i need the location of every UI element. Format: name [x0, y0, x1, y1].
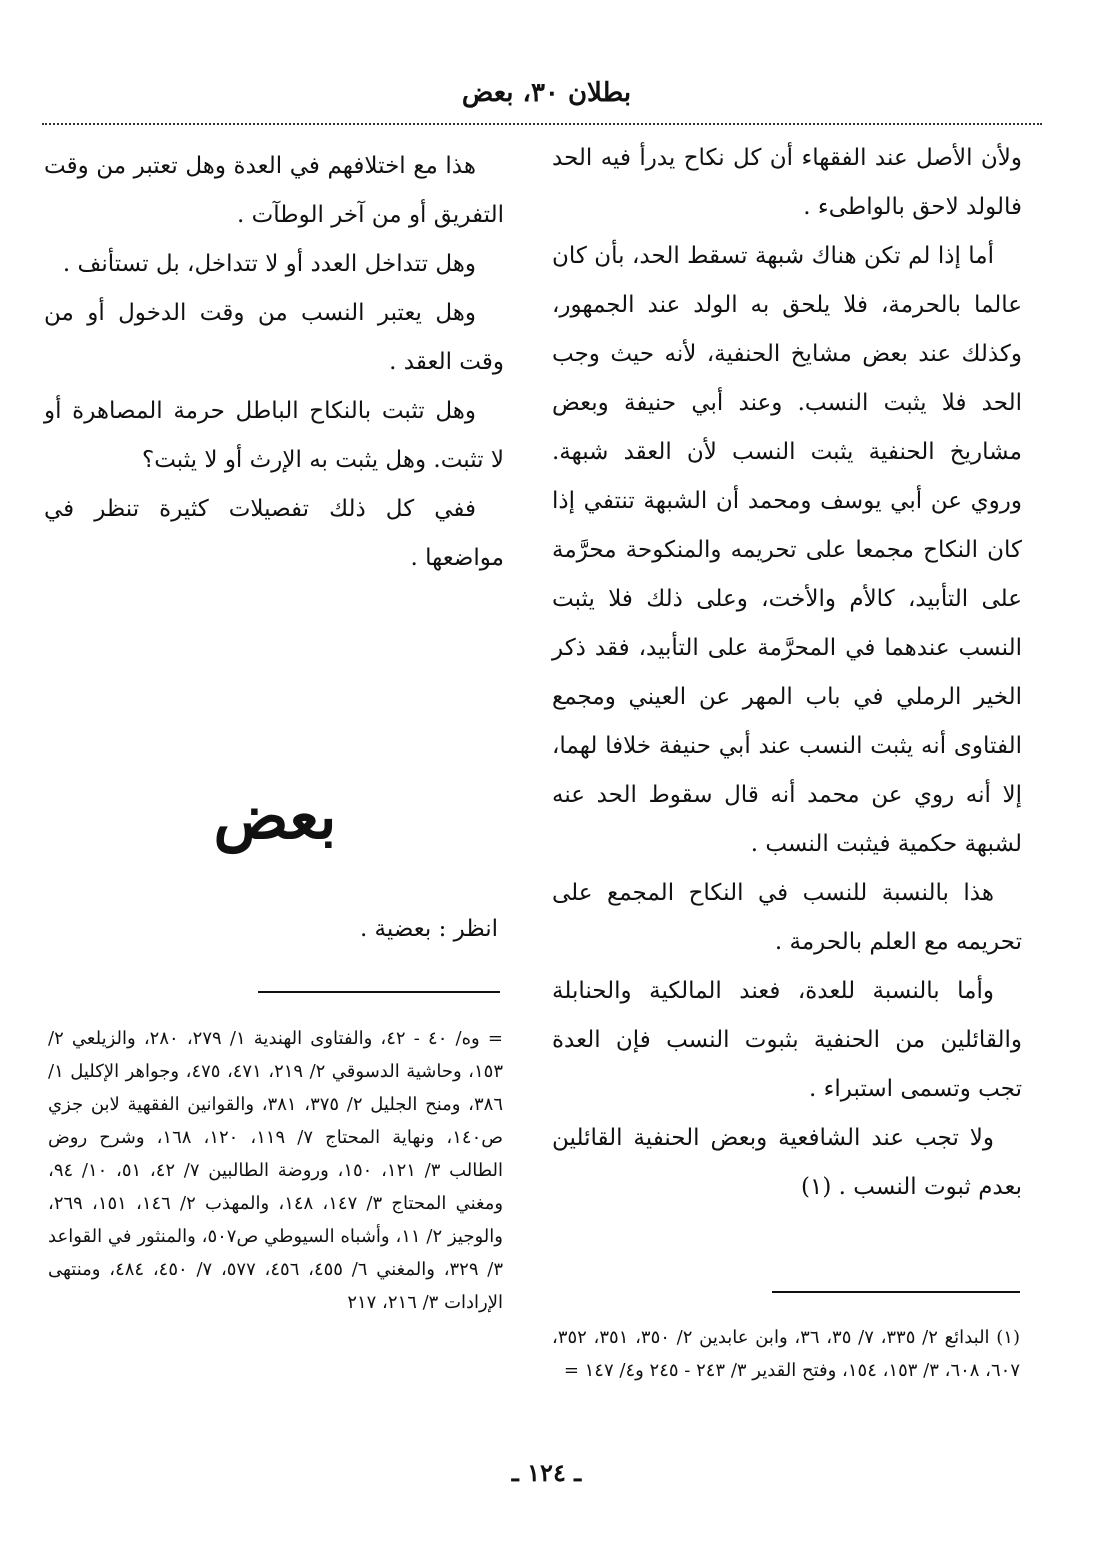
paragraph: أما إذا لم تكن هناك شبهة تسقط الحد، بأن كان عالما بالحرمة، فلا يلحق به الولد عند الجمهور، وكذلك عند بعض مشايخ الحنفية، لأنه حيث وجب الحد فلا يثبت النسب. وعند أبي حنيفة وبعض مشاريخ الحنفية يثبت النسب لأن العقد شبهة. وروي عن أبي يوسف ومحمد أن الشبهة تنتفي إذا كان النكاح مجمعا على تحريمه والمنكوحة محرَّمة على التأبيد، كالأم والأخت، وعلى ذلك فلا يثبت النسب عندهما في المحرَّمة على التأبيد، فقد ذكر الخير الرملي في باب المهر عن العيني ومجمع الفتاوى أنه يثبت النسب عند أبي حنيفة خلافا لهما، إلا أنه روي عن محمد أنه قال سقوط الحد عنه لشبهة حكمية فيثبت النسب .: [552, 243, 1022, 857]
footnote-continuation: = وه/ ٤٠ - ٤٢، والفتاوى الهندية ١/ ٢٧٩، ٢٨٠، والزيلعي ٢/ ١٥٣، وحاشية الدسوقي ٢/ ٢١٩، ٤٧١، ٤٧٥، وجواهر الإكليل ١/ ٣٨٦، ومنح الجليل ٢/ ٣٧٥، ٣٨١، والقوانين الفقهية لابن جزي ص١٤٠، ونهاية المحتاج ٧/ ١١٩، ١٢٠، ١٦٨، وشرح روض الطالب ٣/ ١٢١، ١٥٠، وروضة الطالبين ٧/ ٤٢، ٥١، ١٠/ ٩٤، ومغني المحتاج ٣/ ١٤٧، ١٤٨، والمهذب ٢/ ١٤٦، ١٥١، ٢٦٩، والوجيز ٢/ ١١، وأشباه السيوطي ص٥٠٧، والمنثور في القواعد ٣/ ٣٢٩، والمغني ٦/ ٤٥٥، ٤٥٦، ٥٧٧، ٧/ ٤٥٠، ٤٨٤، ومنتهى الإرادات ٣/ ٢١٦، ٢١٧: [48, 1028, 504, 1313]
footnote-separator: [258, 991, 500, 993]
paragraph: هذا بالنسبة للنسب في النكاح المجمع على تحريمه مع العلم بالحرمة .: [552, 880, 1022, 955]
entry-title: بعض: [213, 780, 337, 853]
right-column: [552, 134, 1022, 1212]
paragraph: ولأن الأصل عند الفقهاء أن كل نكاح يدرأ فيه الحد فالولد لاحق بالواطىء .: [552, 145, 1022, 220]
paragraph: هذا مع اختلافهم في العدة وهل تعتبر من وقت التفريق أو من آخر الوطآت .: [44, 153, 504, 228]
see-also-reference: انظر : بعضية .: [359, 916, 498, 942]
paragraph: وهل تتداخل العدد أو لا تتداخل، بل تستأنف .: [62, 251, 476, 277]
paragraph: ولا تجب عند الشافعية وبعض الحنفية القائلين بعدم ثبوت النسب . (١): [552, 1125, 1022, 1200]
paragraph: وأما بالنسبة للعدة، فعند المالكية والحنابلة والقائلين من الحنفية بثبوت النسب فإن العدة تجب وتسمى استبراء .: [552, 978, 1022, 1102]
paragraph: وهل يعتبر النسب من وقت الدخول أو من وقت العقد .: [44, 300, 504, 375]
paragraph: ففي كل ذلك تفصيلات كثيرة تنظر في مواضعها .: [44, 496, 504, 571]
footnote-separator: [772, 1291, 1020, 1293]
footnote-1: (١) البدائع ٢/ ٣٣٥، ٧/ ٣٥، ٣٦، وابن عابدين ٢/ ٣٥٠، ٣٥١، ٣٥٢، ٦٠٧، ٦٠٨، ٣/ ١٥٣، ١٥٤، وفتح القدير ٣/ ٢٤٣ - ٢٤٥ و٤/ ١٤٧ =: [552, 1327, 1020, 1381]
running-header: بطلان ٣٠، بعض: [461, 78, 632, 108]
page-number: ـ ١٢٤ ـ: [511, 1458, 582, 1487]
left-column: [44, 142, 504, 583]
paragraph: وهل تثبت بالنكاح الباطل حرمة المصاهرة أو لا تثبت. وهل يثبت به الإرث أو لا يثبت؟: [44, 398, 504, 473]
header-divider: [42, 123, 1042, 125]
